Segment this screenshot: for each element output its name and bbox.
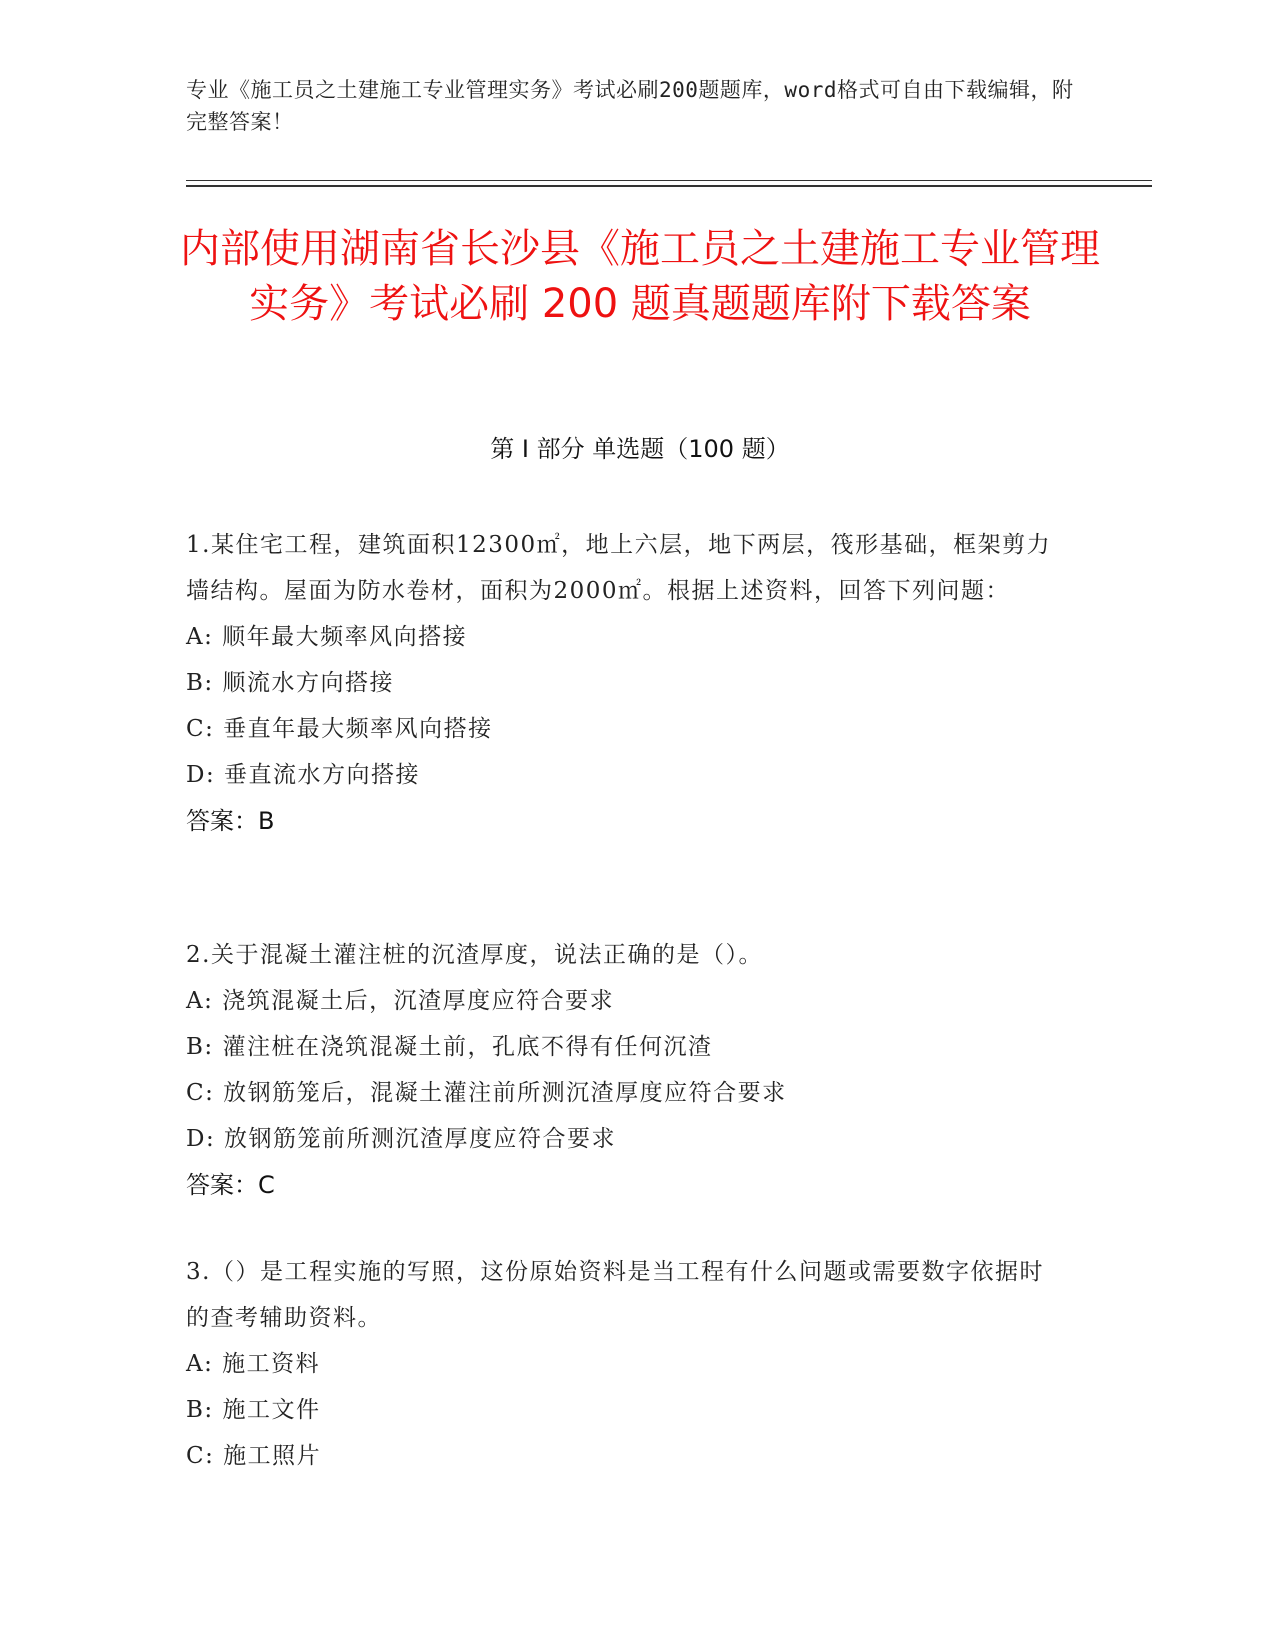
option-a: A: 浇筑混凝土后，沉渣厚度应符合要求 (186, 988, 615, 1014)
document-title: 内部使用湖南省长沙县《施工员之土建施工专业管理实务》考试必刷 200 题真题题库附下载答案 (180, 226, 1100, 327)
question-stem: 3.（）是工程实施的写照，这份原始资料是当工程有什么问题或需要数字依据时的查考辅助资料。 (186, 1259, 1044, 1331)
option-d: D: 放钢筋笼前所测沉渣厚度应符合要求 (186, 1126, 617, 1152)
option-c: C: 垂直年最大频率风向搭接 (186, 716, 493, 742)
option-a: A: 顺年最大频率风向搭接 (186, 624, 468, 650)
section-title: 第 I 部分 单选题（100 题） (490, 435, 790, 463)
answer: 答案：C (186, 1171, 275, 1199)
question-block (186, 522, 1066, 844)
option-b: B: 灌注桩在浇筑混凝土前，孔底不得有任何沉渣 (186, 1034, 713, 1060)
option-d: D: 垂直流水方向搭接 (186, 762, 421, 788)
header-note: 专业《施工员之土建施工专业管理实务》考试必刷200题题库，word格式可自由下载编辑，附完整答案！ (186, 78, 1074, 134)
option-b: B: 施工文件 (186, 1397, 321, 1423)
header-divider-thick (186, 185, 1152, 187)
header-divider-thin (186, 180, 1152, 181)
option-c: C: 施工照片 (186, 1443, 322, 1469)
question-stem: 2.关于混凝土灌注桩的沉渣厚度，说法正确的是（）。 (186, 942, 763, 968)
option-a: A: 施工资料 (186, 1351, 321, 1377)
answer: 答案：B (186, 807, 275, 835)
question-stem: 1.某住宅工程，建筑面积12300㎡，地上六层，地下两层，筏形基础，框架剪力墙结构。屋面为防水卷材，面积为2000㎡。根据上述资料，回答下列问题： (186, 532, 1052, 604)
question-block (186, 1249, 1066, 1479)
question-block (186, 932, 1066, 1208)
option-c: C: 放钢筋笼后，混凝土灌注前所测沉渣厚度应符合要求 (186, 1080, 787, 1106)
option-b: B: 顺流水方向搭接 (186, 670, 394, 696)
